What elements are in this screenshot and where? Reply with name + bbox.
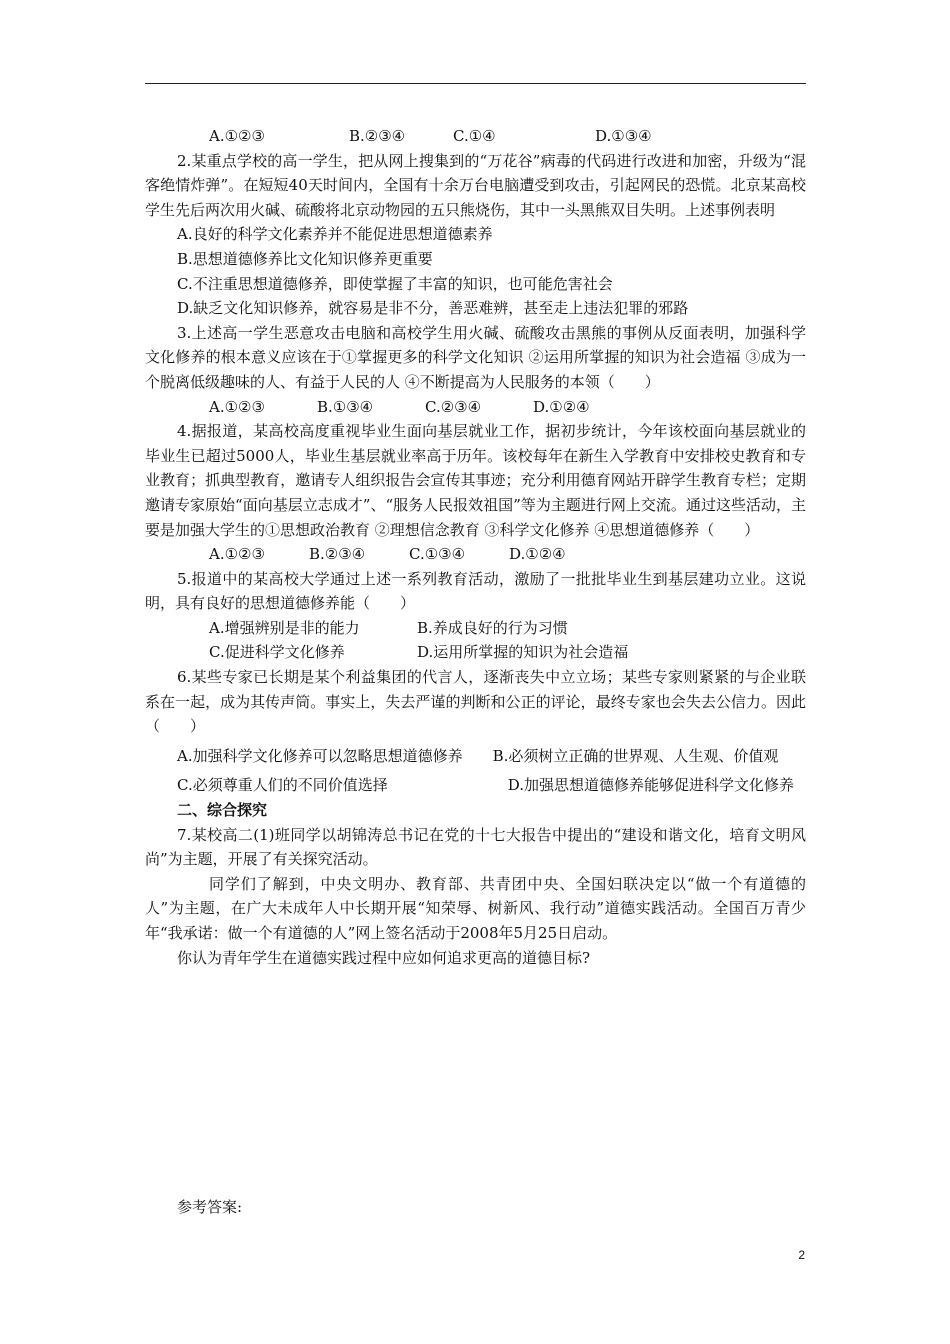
q3-option-b: B.①③④ [317,397,374,416]
q6-stem: 6.某些专家已长期是某个利益集团的代言人，逐渐丧失中立立场；某些专家则紧紧的与企业联系在一起，成为其传声筒。事实上，失去严谨的判断和公正的评论，最终专家也会失去公信力。因此（ ） [145,668,806,736]
q5-option-c: C.促进科学文化修养 [209,643,345,662]
q3-option-c: C.②③④ [425,397,482,416]
q4-option-c: C.①③④ [409,545,466,564]
q4-stem: 4.据报道，某高校高度重视毕业生面向基层就业工作，据初步统计，今年该校面向基层就业的毕业生已超过5000人，毕业生基层就业率高于历年。该校每年在新生入学教育中安排校史教育和专业教育；抓典型教育，邀请专人组织报告会宣传其事迹；充分利用德育网站开辟学生教育专栏；定期邀请专家原始“面向基层立志成才”、“服务人民报效祖国”等为主题进行网上交流。通过这些活动，主要是加强大学生的①思想政治教育 ②理想信念教育 ③科学文化修养 ④思想道德修养（ ） [145,422,806,539]
page-number: 2 [798,1248,805,1262]
q4-option-d: D.①②④ [509,545,566,564]
q3-option-a: A.①②③ [209,397,265,416]
q6-options-ab: A.加强科学文化修养可以忽略思想道德修养 B.必须树立正确的世界观、人生观、价值观 [177,746,779,765]
q2-option-b: B.思想道德修养比文化知识修养更重要 [177,249,433,268]
q7-paragraph: 同学们了解到，中央文明办、教育部、共青团中央、全国妇联决定以“做一个有道德的人”为主题，在广大未成年人中长期开展“知荣辱、树新风、我行动”道德实践活动。全国百万青少年“我承诺：做一个有道德的人”网上签名活动于2008年5月25日启动。 [145,874,806,942]
q7-stem: 7.某校高二(1)班同学以胡锦涛总书记在党的十七大报告中提出的“建设和谐文化，培育文明风尚”为主题，开展了有关探究活动。 [145,825,806,869]
q1-option-d: D.①③④ [595,127,652,145]
q4-option-b: B.②③④ [309,545,366,564]
q4-option-a: A.①②③ [209,545,265,564]
q2-option-d: D.缺乏文化知识修养，就容易是非不分，善恶难辨，甚至走上违法犯罪的邪路 [177,299,689,318]
q5-option-d: D.运用所掌握的知识为社会造福 [417,643,629,662]
header-rule [145,83,806,84]
page-content [145,124,806,970]
section-heading: 二、综合探究 [177,801,268,820]
q2-option-c: C.不注重思想道德修养，即使掌握了丰富的知识，也可能危害社会 [177,274,613,293]
q3-option-d: D.①②④ [533,397,590,416]
q2-stem: 2.某重点学校的高一学生，把从网上搜集到的“万花谷”病毒的代码进行改进和加密，升级为“混客绝情炸弹”。在短短40天时间内，全国有十余万台电脑遭受到攻击，引起网民的恐慌。北京某高校学生先后两次用火碱、硫酸将北京动物园的五只熊烧伤，其中一头黑熊双目失明。上述事例表明 [145,151,806,219]
q6-options-cd: C.必须尊重人们的不同价值选择 D.加强思想道德修养能够促进科学文化修养 [177,776,794,795]
q1-option-b: B.②③④ [349,127,406,145]
q4-options [145,542,806,567]
q5-option-b: B.养成良好的行为习惯 [417,618,568,637]
answer-label: 参考答案: [177,1198,243,1216]
q7-question: 你认为青年学生在道德实践过程中应如何追求更高的道德目标? [177,948,591,967]
q5-option-a: A.增强辨别是非的能力 [209,618,360,637]
q5-stem: 5.报道中的某高校大学通过上述一系列教育活动，激励了一批批毕业生到基层建功立业。这说明，具有良好的思想道德修养能（ ） [145,569,806,613]
q2-option-a: A.良好的科学文化素养并不能促进思想道德素养 [177,225,493,244]
q1-options [145,124,806,149]
q3-options [145,395,806,420]
q1-option-a: A.①②③ [209,127,265,145]
q5-options-cd [145,640,806,665]
q5-options-ab [145,616,806,641]
q3-stem: 3.上述高一学生恶意攻击电脑和高校学生用火碱、硫酸攻击黑熊的事例从反面表明，加强科学文化修养的根本意义应该在于①掌握更多的科学文化知识 ②运用所掌握的知识为社会造福 ③成为一个脱离低级趣味的人、有益于人民的人 ④不断提高为人民服务的本领（ ） [145,323,806,391]
q1-option-c: C.①④ [453,127,496,145]
